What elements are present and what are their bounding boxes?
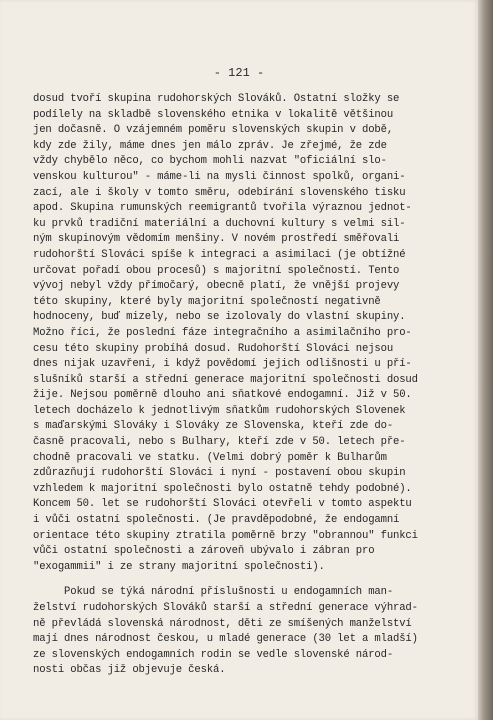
text-line: slušníků starší a střední generace majoritní společnosti dosud [33, 373, 418, 386]
body-text [33, 92, 473, 679]
page-number: - 121 - [213, 66, 265, 80]
text-line: nosti občas již objevuje česká. [33, 664, 226, 677]
text-line: podílely na skladbě slovenského etnika v lokalitě většinou [33, 108, 394, 121]
text-line: letech docházelo k jednotlivým sňatkům rudohorských Slovenek [33, 404, 406, 417]
text-line: ku prvků tradiční materiální a duchovní kultury s velmi sil- [33, 217, 406, 230]
text-line: Možno říci, že poslední fáze integračního a asimilačního pro- [33, 326, 412, 339]
text-line: "exogammii" i ze strany majoritní společnosti). [33, 560, 325, 573]
paragraph-gap [33, 575, 473, 585]
text-line: Pokud se týká národní příslušnosti u endogamních man- [33, 586, 394, 599]
text-line: této skupiny, které byly majoritní společností negativně [33, 295, 381, 308]
text-line: rudohorští Slováci spíše k integraci a asimilaci (je obtížné [33, 248, 406, 261]
text-line: vůči ostatní společnosti a zároveň ubývalo i zábran pro [33, 545, 375, 558]
text-line: chodně pracovali ve statku. (Velmi dobrý poměr k Bulharům [33, 451, 387, 464]
text-line: ze slovenských endogamních rodin se vedle slovenské národ- [33, 648, 394, 661]
text-line: vzhledem k majoritní společnosti bylo ostatně tehdy podobné). [33, 482, 412, 495]
paragraph [33, 92, 473, 575]
paragraph [33, 585, 473, 679]
text-line: ně převládá slovenská národnost, děti ze smíšených manželství [33, 617, 412, 630]
text-line: kdy zde žily, máme dnes jen málo zpráv. Je zřejmé, že zde [33, 139, 387, 152]
text-line: žije. Nejsou poměrně dlouho ani sňatkové endogamní. Již v 50. [33, 389, 412, 402]
text-line: zdůrazňují rudohorští Slováci i nyní - postavení obou skupin [33, 467, 406, 480]
text-line: ným skupinovým vědomím menšiny. V novém prostředí směřovali [33, 233, 400, 246]
text-line: časně pracovali, nebo s Bulhary, kteří zde v 50. letech pře- [33, 436, 406, 449]
text-line: zací, ale i školy v tomto směru, odebírání slovenského tisku [33, 186, 406, 199]
text-line: hodnoceny, buď mizely, nebo se izolovaly do vlastní skupiny. [33, 311, 406, 324]
text-line: dosud tvoří skupina rudohorských Slováků. Ostatní složky se [33, 93, 400, 105]
text-line: vždy chybělo něco, co bychom mohli nazvat "oficiální slo- [33, 155, 387, 168]
text-line: želství rudohorských Slováků starší a střední generace výhrad- [33, 602, 418, 614]
text-line: vývoj nebyl vždy přímočarý, obecně platí, že vnější projevy [33, 280, 400, 293]
text-line: apod. Skupina rumunských reemigrantů tvořila výraznou jednot- [33, 202, 412, 215]
text-line: mají dnes národnost českou, u mladé generace (30 let a mladší) [33, 633, 418, 646]
text-line: s maďarskými Slováky i Slováky ze Slovenska, kteří zde do- [33, 420, 394, 433]
text-line: cesu této skupiny probíhá dosud. Rudohorští Slováci nejsou [33, 342, 394, 355]
page-edge [478, 0, 493, 720]
text-line: venskou kulturou" - máme-li na mysli činnost spolků, organi- [33, 170, 406, 183]
text-line: orientace této skupiny ztratila poměrně brzy "obrannou" funkci [33, 529, 418, 542]
text-line: určovat pořadí obou procesů) s majoritní společností. Tento [33, 264, 400, 277]
text-line: jen dočasně. O vzájemném poměru slovenských skupin v době, [33, 124, 394, 137]
text-line: i vůči ostatní společnosti. (Je pravděpodobné, že endogamní [33, 514, 400, 527]
text-line: Koncem 50. let se rudohorští Slováci otevřeli v tomto aspektu [33, 498, 412, 511]
text-line: dnes nijak uzavřeni, i když povědomí jejich odlišnosti u pří- [33, 358, 412, 371]
